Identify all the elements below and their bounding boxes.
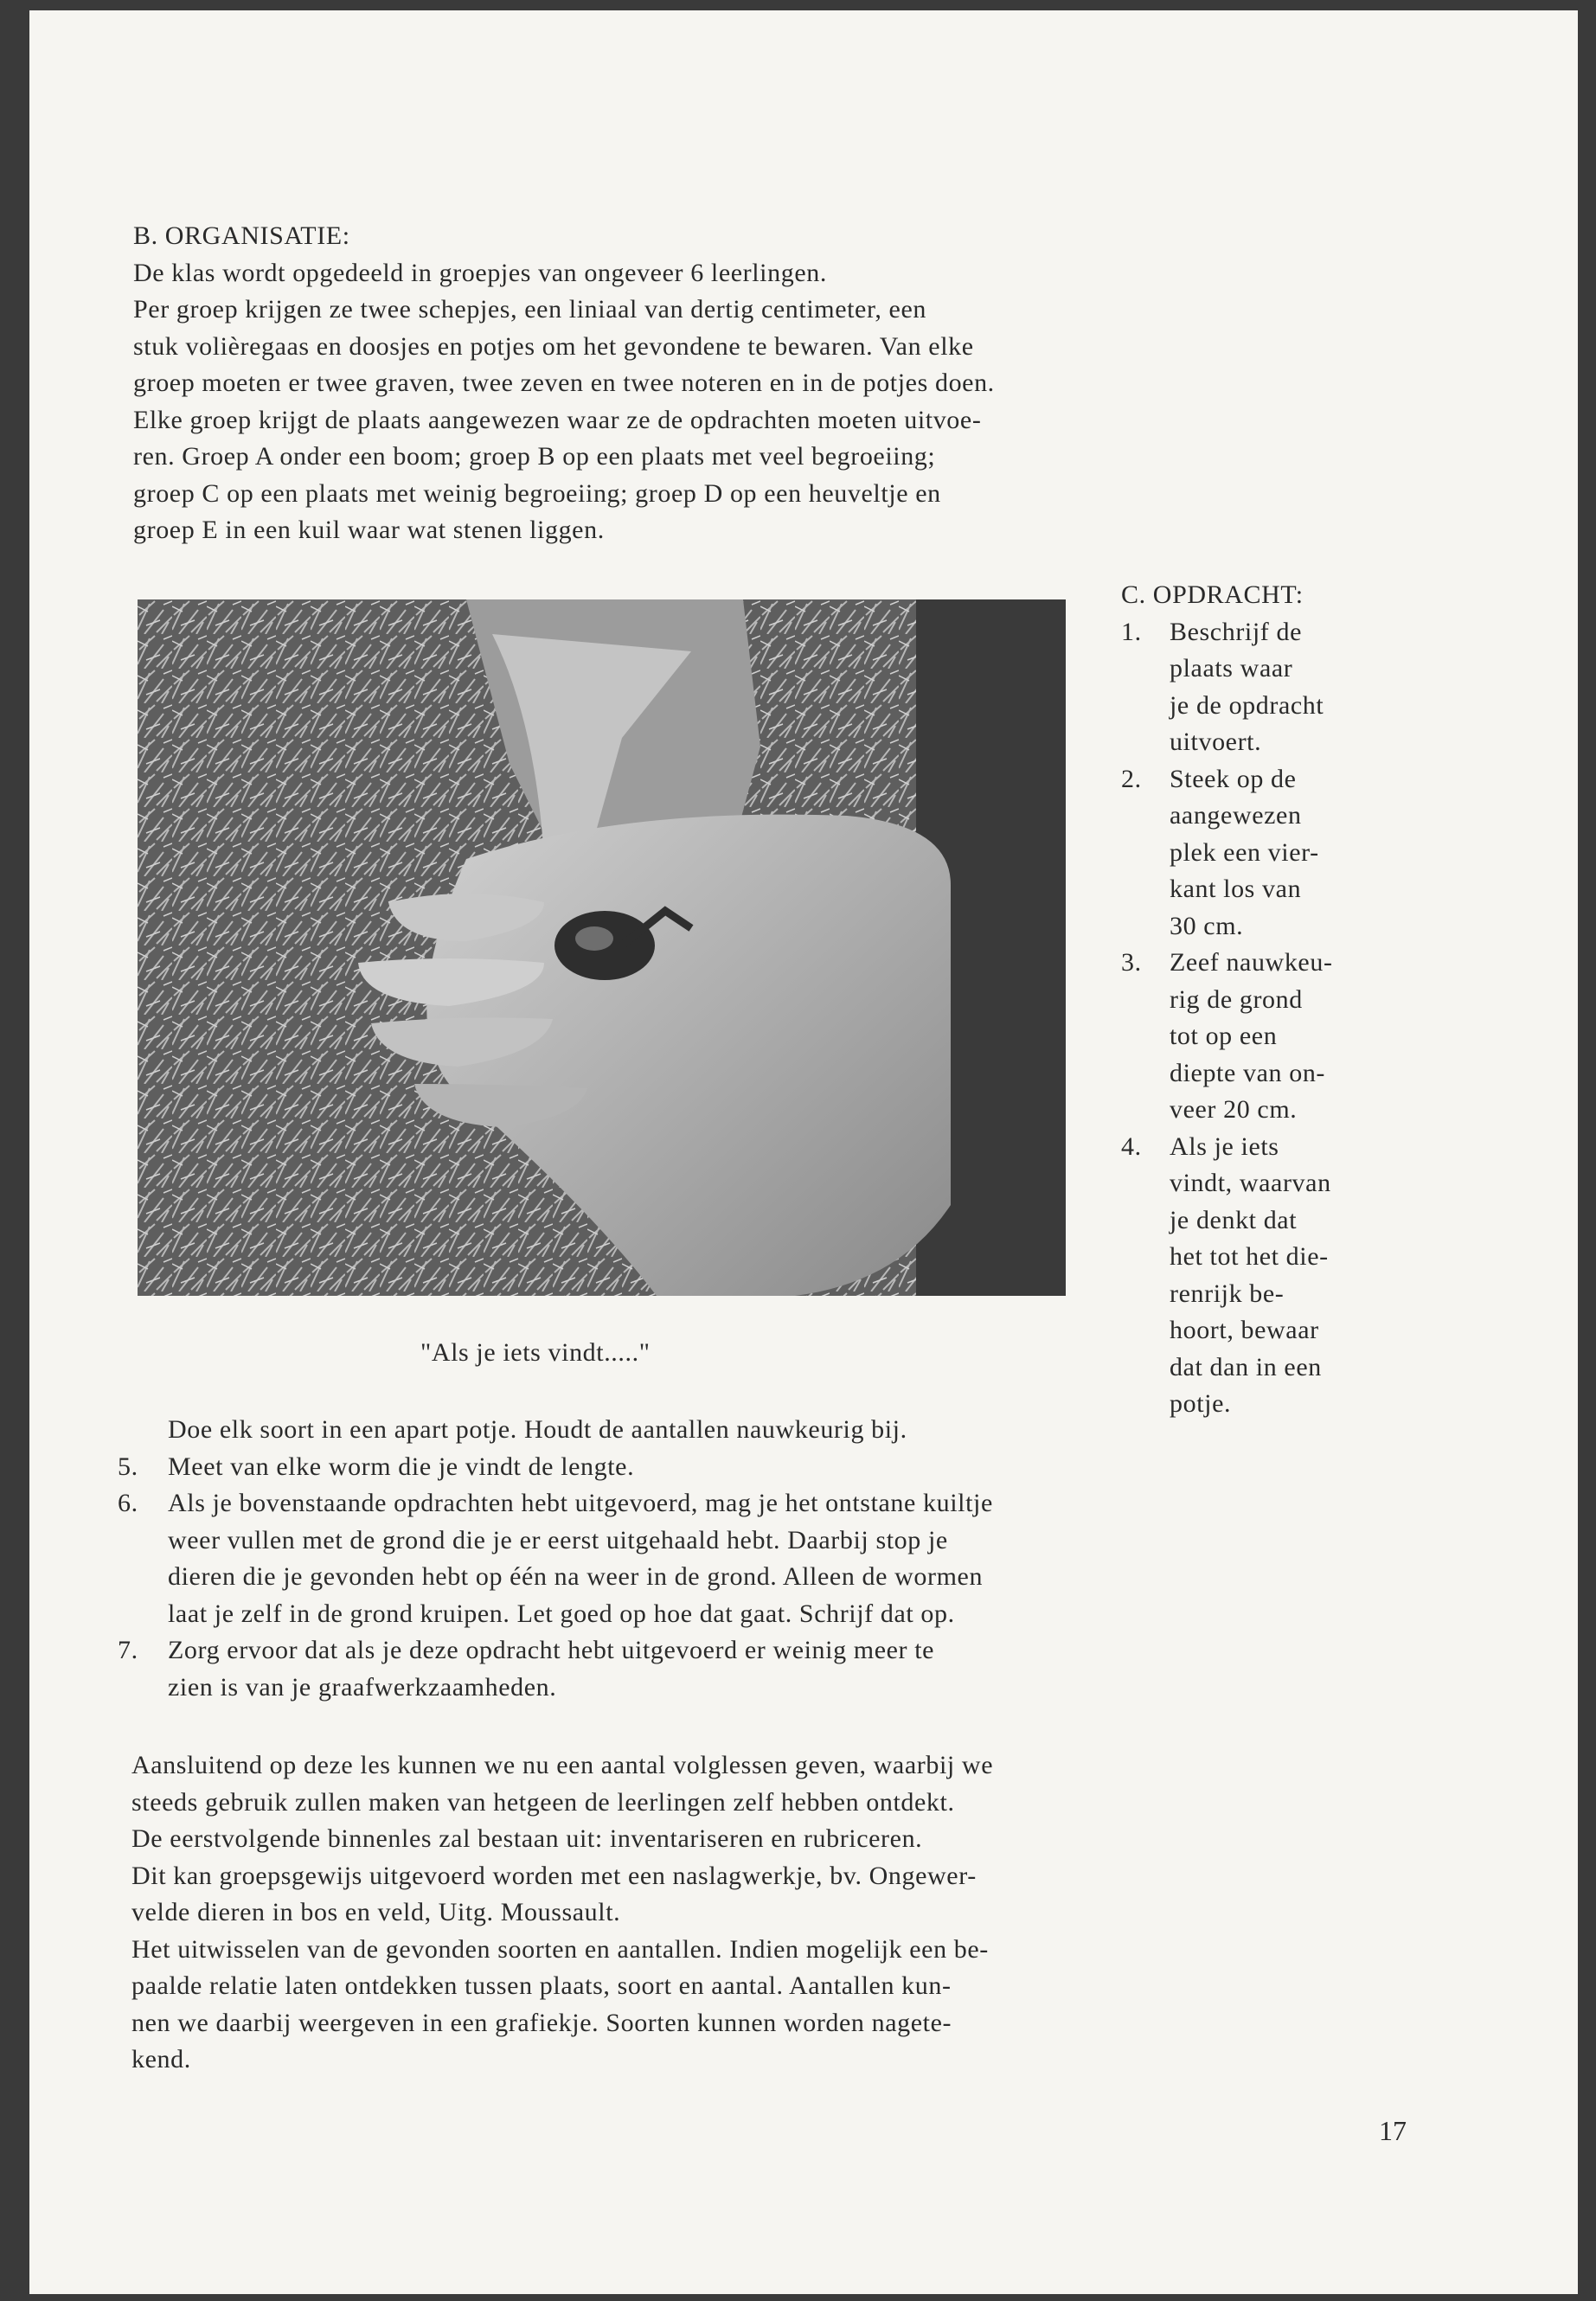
paragraph-line: ren. Groep A onder een boom; groep B op een plaats met veel begroeiing; <box>133 442 936 471</box>
list-line: dieren die je gevonden hebt op één na weer in de grond. Alleen de wormen <box>168 1562 984 1591</box>
list-line: dat dan in een <box>1170 1352 1322 1381</box>
list-line: plaats waar <box>1170 654 1293 683</box>
list-item <box>118 1449 993 1486</box>
list-item <box>1121 761 1333 945</box>
list-item <box>1121 945 1333 1129</box>
list-line: plek een vier- <box>1170 837 1319 867</box>
list-line: weer vullen met de grond die je er eerst uitgehaald hebt. Daarbij stop je <box>168 1525 948 1554</box>
list-line: uitvoert. <box>1170 727 1262 756</box>
list-line: vindt, waarvan <box>1170 1169 1331 1197</box>
section-organisatie <box>133 218 995 549</box>
list-item-tail: Doe elk soort in een apart potje. Houdt de aantallen nauwkeurig bij. <box>168 1415 907 1444</box>
page-number: 17 <box>1379 2115 1407 2146</box>
document-page <box>29 10 1578 2294</box>
list-line: Als je bovenstaande opdrachten hebt uitgevoerd, mag je het ontstane kuiltje <box>168 1489 993 1517</box>
list-number: 6. <box>118 1489 138 1517</box>
list-number: 7. <box>118 1636 138 1664</box>
list-line: potje. <box>1170 1389 1232 1418</box>
list-line: aangewezen <box>1170 801 1302 830</box>
paragraph-line: velde dieren in bos en veld, Uitg. Moussault. <box>131 1898 621 1926</box>
section-heading: C. OPDRACHT: <box>1121 580 1304 609</box>
list-item <box>118 1485 993 1632</box>
section-heading: B. ORGANISATIE: <box>133 221 350 250</box>
list-line: Als je iets <box>1170 1131 1279 1161</box>
list-line: kant los van <box>1170 875 1302 903</box>
list-line: veer 20 cm. <box>1170 1095 1298 1124</box>
list-item <box>1121 1129 1333 1423</box>
list-line: Zorg ervoor dat als je deze opdracht hebt uitgevoerd er weinig meer te <box>168 1636 935 1664</box>
paragraph-line: Dit kan groepsgewijs uitgevoerd worden met een naslagwerkje, bv. Ongewer- <box>131 1861 977 1890</box>
list-line: laat je zelf in de grond kruipen. Let goed op hoe dat gaat. Schrijf dat op. <box>168 1599 955 1628</box>
list-number: 1. <box>1121 617 1142 646</box>
list-line: tot op een <box>1170 1022 1278 1050</box>
list-continued <box>118 1412 993 1706</box>
list-item <box>1121 614 1333 761</box>
paragraph-line: groep moeten er twee graven, twee zeven en twee noteren en in de potjes doen. <box>133 369 995 397</box>
list-line: je denkt dat <box>1170 1205 1298 1234</box>
list-number: 5. <box>118 1452 138 1481</box>
list-line: 30 cm. <box>1170 911 1244 940</box>
paragraph-line: steeds gebruik zullen maken van hetgeen de leerlingen zelf hebben ontdekt. <box>131 1787 955 1817</box>
photo-hands-with-beetle <box>138 599 1066 1296</box>
paragraph-line: Elke groep krijgt de plaats aangewezen waar ze de opdrachten moeten uitvoe- <box>133 405 982 434</box>
paragraph-line: Aansluitend op deze les kunnen we nu een aantal volglessen geven, waarbij we <box>131 1751 994 1779</box>
paragraph-line: groep C op een plaats met weinig begroeiing; groep D op een heuveltje en <box>133 478 941 508</box>
list-number: 4. <box>1121 1131 1142 1161</box>
list-line: Steek op de <box>1170 764 1297 793</box>
list-line: het tot het die- <box>1170 1242 1329 1271</box>
list-item <box>118 1632 993 1706</box>
list-line: renrijk be- <box>1170 1279 1285 1308</box>
paragraph-line: nen we daarbij weergeven in een grafiekje. Soorten kunnen worden nagete- <box>131 2008 952 2037</box>
list-line: rig de grond <box>1170 984 1303 1014</box>
paragraph-line: groep E in een kuil waar wat stenen liggen. <box>133 516 605 544</box>
paragraph-line: De klas wordt opgedeeld in groepjes van ongeveer 6 leerlingen. <box>133 258 827 287</box>
list-line: Meet van elke worm die je vindt de lengte. <box>168 1452 635 1481</box>
paragraph-line: stuk volièregaas en doosjes en potjes om het gevondene te bewaren. Van elke <box>133 331 974 361</box>
paragraph-line: Het uitwisselen van de gevonden soorten en aantallen. Indien mogelijk een be- <box>131 1934 989 1964</box>
list-line: Beschrijf de <box>1170 617 1302 646</box>
photo-caption: "Als je iets vindt....." <box>420 1338 651 1367</box>
section-opdracht <box>1121 577 1333 1423</box>
list-line: diepte van on- <box>1170 1058 1326 1087</box>
list-line: zien is van je graafwerkzaamheden. <box>168 1672 557 1702</box>
paragraph-line: kend. <box>131 2045 191 2073</box>
list-number: 3. <box>1121 948 1142 977</box>
paragraph-line: paalde relatie laten ontdekken tussen plaats, soort en aantal. Aantallen kun- <box>131 1971 952 2000</box>
list-line: hoort, bewaar <box>1170 1316 1319 1344</box>
paragraph-line: De eerstvolgende binnenles zal bestaan uit: inventariseren en rubriceren. <box>131 1824 923 1853</box>
closing-paragraph <box>131 1747 993 2079</box>
list-line: je de opdracht <box>1170 690 1324 720</box>
list-line: Zeef nauwkeu- <box>1170 948 1333 977</box>
list-number: 2. <box>1121 764 1142 793</box>
paragraph-line: Per groep krijgen ze twee schepjes, een liniaal van dertig centimeter, een <box>133 295 926 324</box>
